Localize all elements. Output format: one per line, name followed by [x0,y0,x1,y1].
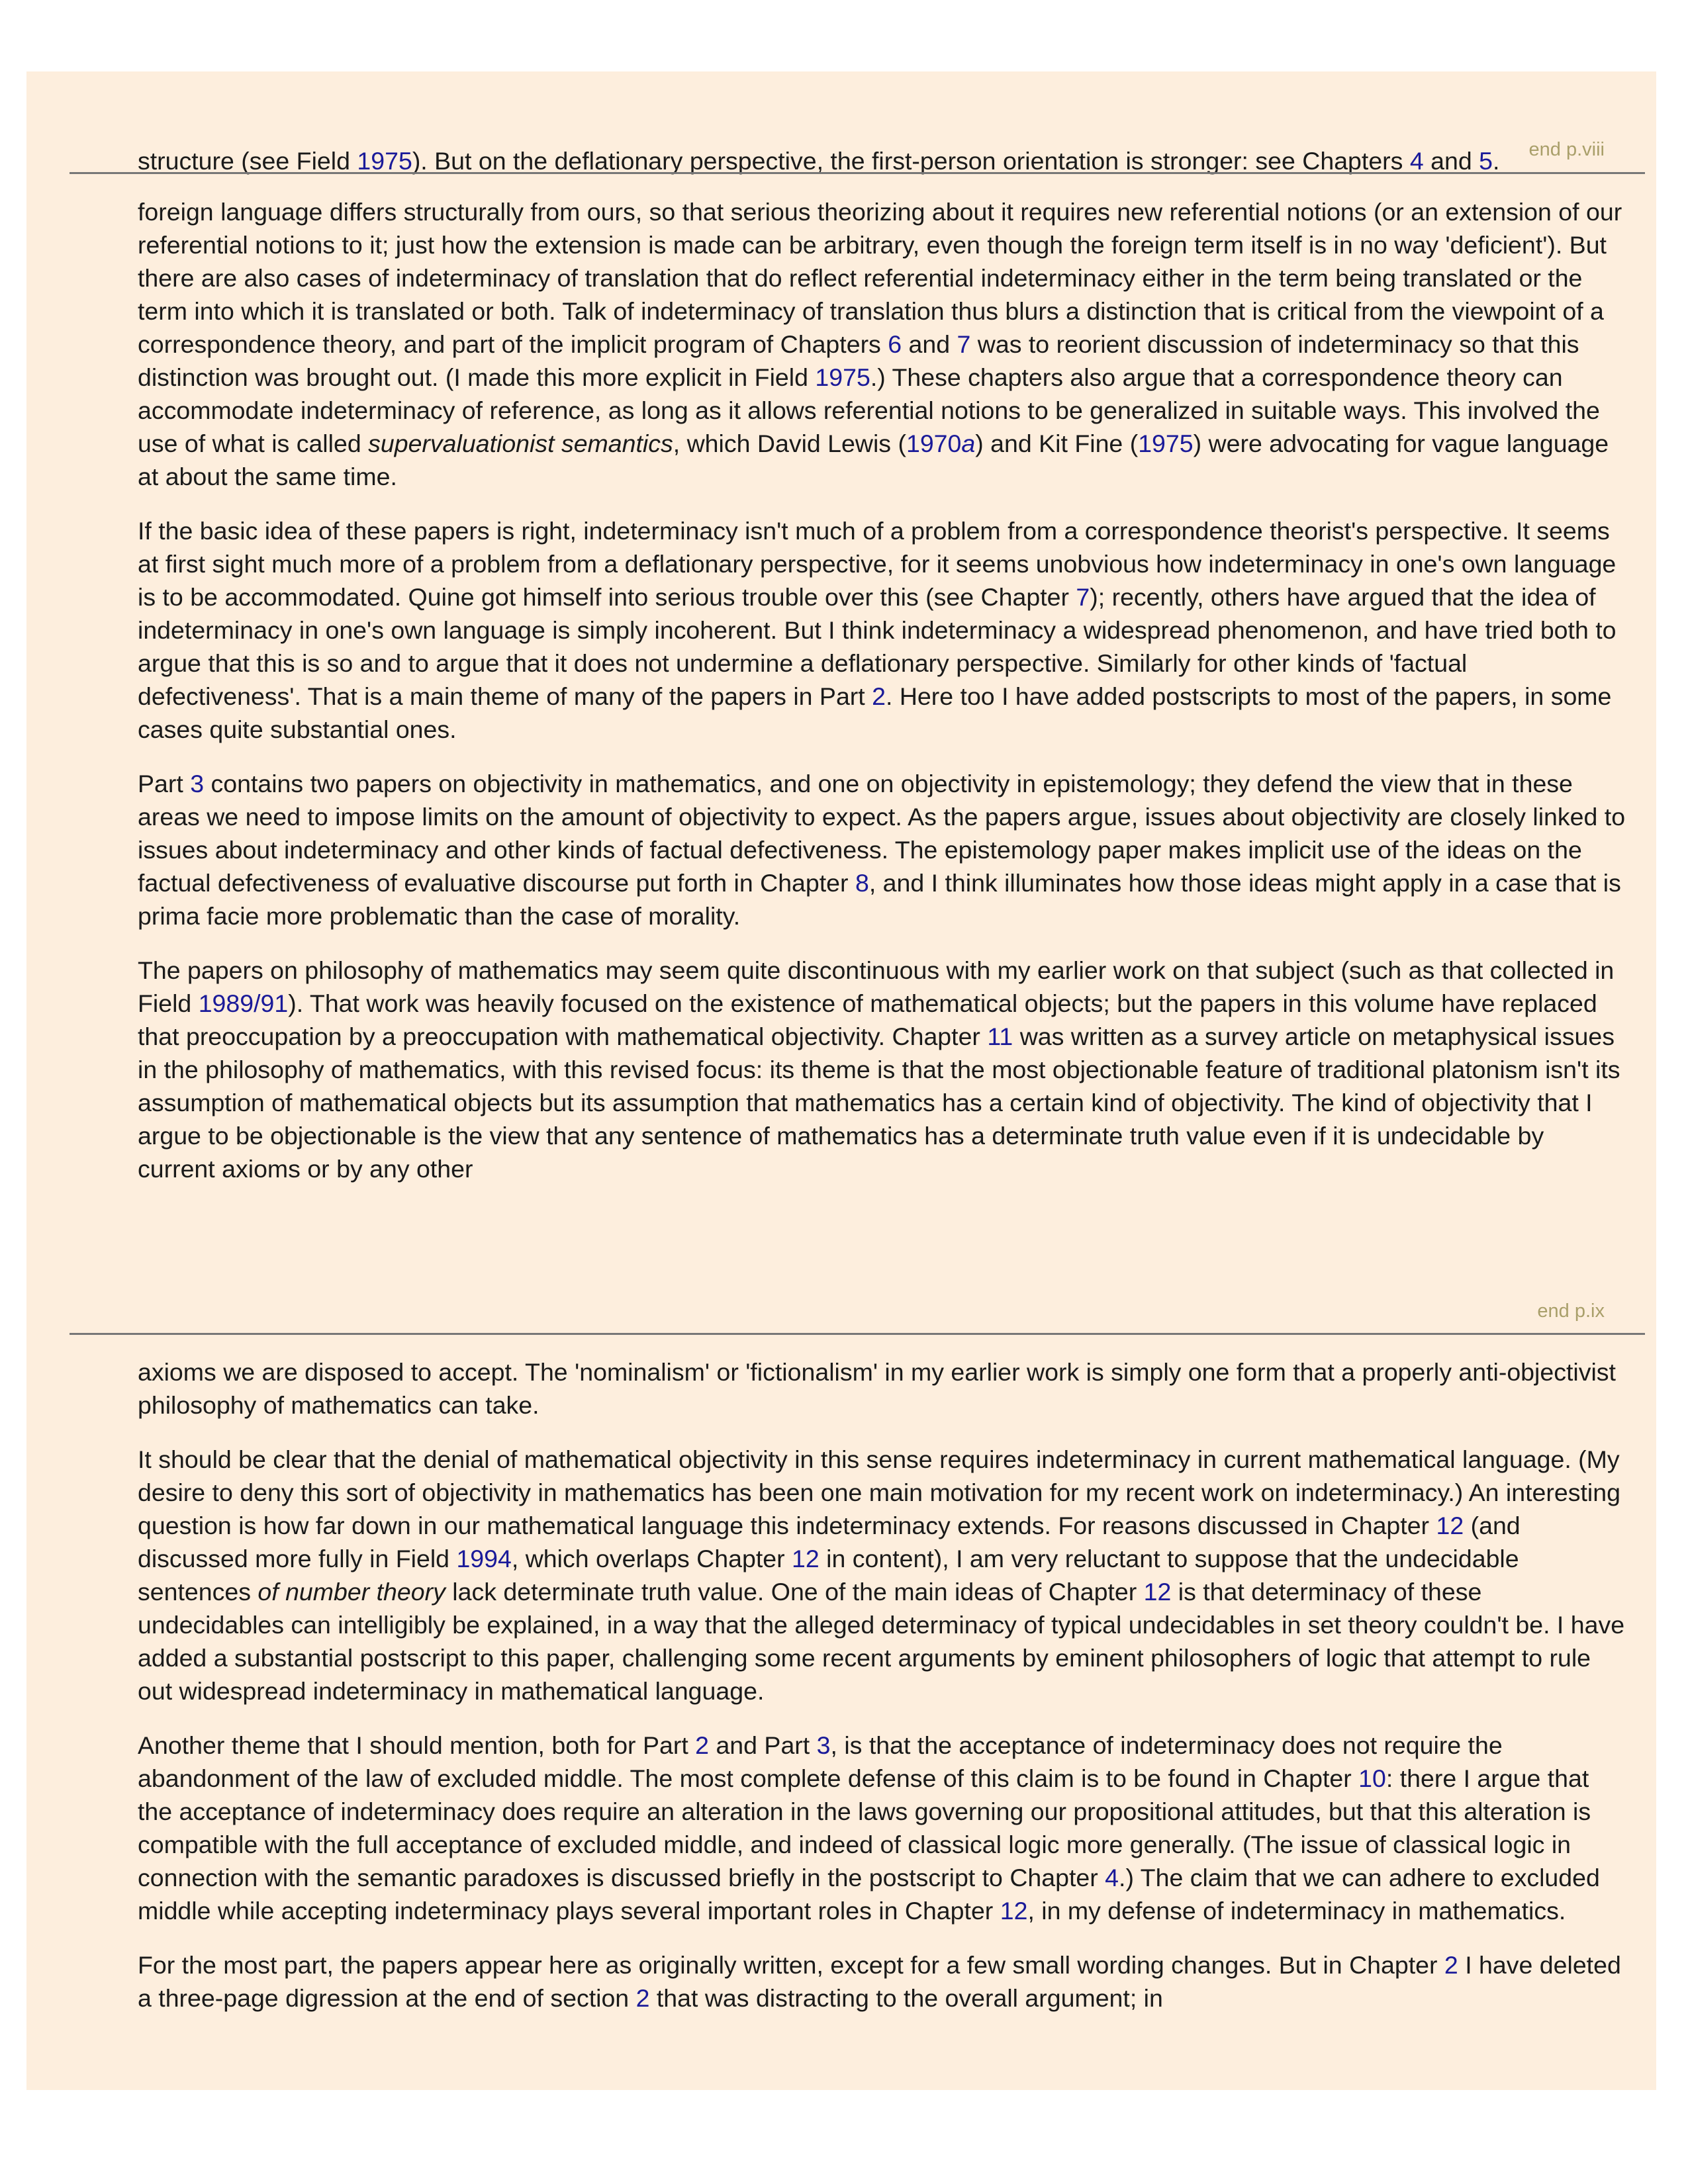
chapter-link[interactable]: 12 [1436,1512,1464,1539]
footnote-text: structure (see Field 1975). But on the deflationary perspective, the first-person orientation is stronger: see Chapters 4 and 5. [138,147,1500,175]
ref-link[interactable]: 1970a [906,430,976,457]
page-divider [70,1333,1645,1335]
page-marker-ix: end p.ix [1537,1300,1605,1322]
chapter-link[interactable]: 7 [957,330,971,358]
page-marker-viii: end p.viii [1528,139,1605,160]
ref-link[interactable]: 1975 [357,147,412,175]
chapter-link[interactable]: 8 [855,869,869,897]
section-1 [138,195,1627,1185]
part-link[interactable]: 2 [695,1731,710,1759]
part-link[interactable]: 3 [816,1731,831,1759]
section-2 [138,1355,1627,2015]
chapter-link[interactable]: 7 [1076,583,1090,611]
ref-link[interactable]: 4 [1409,147,1424,175]
paragraph: Part 3 contains two papers on objectivity in mathematics, and one on objectivity in epistemology; they defend the view that in these areas we need to impose limits on the amount of objectivity to expect. As the papers argue, issues about objectivity are closely linked to issues about indeterminacy and other kinds of factual defectiveness. The epistemology paper makes implicit use of the ideas on the factual defectiveness of evaluative discourse put forth in Chapter 8, and I think illuminates how those ideas might apply in a case that is prima facie more problematic than the case of morality. [138,770,1626,930]
ref-link[interactable]: 1994 [456,1545,512,1572]
paragraph: axioms we are disposed to accept. The 'nominalism' or 'fictionalism' in my earlier work is simply one form that a properly anti-objectivist philosophy of mathematics can take. [138,1358,1616,1419]
ref-link[interactable]: 5 [1479,147,1493,175]
paragraph: For the most part, the papers appear here as originally written, except for a few small wording changes. But in Chapter 2 I have deleted a three-page digression at the end of section 2 that was distracting to the overall argument; in [138,1951,1621,2012]
part-link[interactable]: 3 [190,770,205,797]
chapter-link[interactable]: 10 [1358,1764,1386,1792]
ref-link[interactable]: 1975 [815,363,870,391]
section-link[interactable]: 2 [635,1984,650,2012]
page-divider [70,172,1645,174]
paragraph: Another theme that I should mention, both for Part 2 and Part 3, is that the acceptance of indeterminacy does not require the abandonment of the law of excluded middle. The most complete defense of this claim is to be found in Chapter 10: there I argue that the acceptance of indeterminacy does require an alteration in the laws governing our propositional attitudes, but that this alteration is compatible with the full acceptance of excluded middle, and indeed of classical logic more generally. (The issue of classical logic in connection with the semantic paradoxes is discussed briefly in the postscript to Chapter 4.) The claim that we can adhere to excluded middle while accepting indeterminacy plays several important roles in Chapter 12, in my defense of indeterminacy in mathematics. [138,1731,1600,1925]
chapter-link[interactable]: 6 [888,330,902,358]
paragraph: foreign language differs structurally from ours, so that serious theorizing about it requires new referential notions (or an extension of our referential notions to it; just how the extension is made can be arbitrary, even though the foreign term itself is in no way 'deficient'). But there are also cases of indeterminacy of translation that do reflect referential indeterminacy either in the term being translated or the term into which it is translated or both. Talk of indeterminacy of translation thus blurs a distinction that is critical from the viewpoint of a correspondence theory, and part of the implicit program of Chapters 6 and 7 was to reorient discussion of indeterminacy so that this distinction was brought out. (I made this more explicit in Field 1975.) These chapters also argue that a correspondence theory can accommodate indeterminacy of reference, as long as it allows referential notions to be generalized in suitable ways. This involved the use of what is called supervaluationist semantics, which David Lewis (1970a) and Kit Fine (1975) were advocating for vague language at about the same time. [138,198,1622,490]
paragraph: It should be clear that the denial of mathematical objectivity in this sense requires indeterminacy in current mathematical language. (My desire to deny this sort of objectivity in mathematics has been one main motivation for my recent work on indeterminacy.) An interesting question is how far down in our mathematical language this indeterminacy extends. For reasons discussed in Chapter 12 (and discussed more fully in Field 1994, which overlaps Chapter 12 in content), I am very reluctant to suppose that the undecidable sentences of number theory lack determinate truth value. One of the main ideas of Chapter 12 is that determinacy of these undecidables can intelligibly be explained, in a way that the alleged determinacy of typical undecidables in set theory couldn't be. I have added a substantial postscript to this paper, challenging some recent arguments by eminent philosophers of logic that attempt to rule out widespread indeterminacy in mathematical language. [138,1445,1625,1705]
chapter-link[interactable]: 4 [1105,1864,1119,1891]
chapter-link[interactable]: 12 [1000,1897,1028,1925]
chapter-link[interactable]: 2 [1444,1951,1458,1979]
chapter-link[interactable]: 12 [792,1545,820,1572]
part-link[interactable]: 2 [872,682,886,710]
chapter-link[interactable]: 11 [987,1023,1013,1050]
paragraph: The papers on philosophy of mathematics may seem quite discontinuous with my earlier work on that subject (such as that collected in Field 1989/91). That work was heavily focused on the existence of mathematical objects; but the papers in this volume have replaced that preoccupation by a preoccupation with mathematical objectivity. Chapter 11 was written as a survey article on metaphysical issues in the philosophy of mathematics, with this revised focus: its theme is that the most objectionable feature of traditional platonism isn't its assumption of mathematical objects but its assumption that mathematics has a certain kind of objectivity. The kind of objectivity that I argue to be objectionable is the view that any sentence of mathematics has a determinate truth value even if it is undecidable by current axioms or by any other [138,956,1620,1183]
document-page [26,71,1656,2090]
chapter-link[interactable]: 12 [1143,1578,1172,1606]
ref-link[interactable]: 1975 [1138,430,1194,457]
paragraph: If the basic idea of these papers is right, indeterminacy isn't much of a problem from a correspondence theorist's perspective. It seems at first sight much more of a problem from a deflationary perspective, for it seems unobvious how indeterminacy in one's own language is to be accommodated. Quine got himself into serious trouble over this (see Chapter 7); recently, others have argued that the idea of indeterminacy in one's own language is simply incoherent. But I think indeterminacy a widespread phenomenon, and have tried both to argue that this is so and to argue that it does not undermine a deflationary perspective. Similarly for other kinds of 'factual defectiveness'. That is a main theme of many of the papers in Part 2. Here too I have added postscripts to most of the papers, in some cases quite substantial ones. [138,517,1617,743]
ref-link[interactable]: 1989/91 [198,989,289,1017]
